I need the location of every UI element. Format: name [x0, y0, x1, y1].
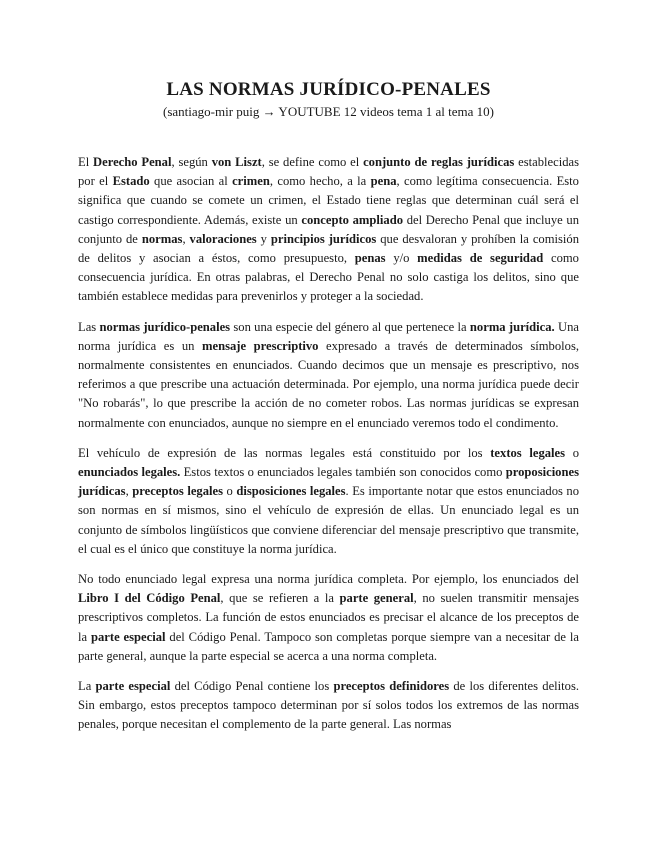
text-run: . Es importante notar que estos enunciados no son normas en sí mismos, sino el vehículo de expresión de ellas. Un enunciado legal es un conjunto de símbolos lingüísticos que conviene diferenciar del mensaje prescriptivo que transmite, el cual es el único que constituye la norma jurídica.	[78, 484, 580, 556]
bold-term: concepto ampliado	[301, 212, 404, 227]
text-run: , según	[171, 155, 212, 169]
text-run: expresado a través de determinados símbolos, normalmente consistentes en enunciados. Cuando decimos que un mensaje es prescriptivo, nos referimos a que prescribe una actuación determinada. Por ejemplo, una norma jurídica puede decir "No robarás", lo que prescribe la acción de no cometer robos. Las normas jurídicas se expresan normalmente con enunciados, aunque no siempre en el enunciado veremos todo el condimento.	[78, 338, 579, 430]
text-run: como consecuencia jurídica. En otras palabras, el Derecho Penal no solo castiga los delitos, sino que también establece medidas para prevenirlos y proteger a la sociedad.	[78, 251, 579, 304]
text-run: o	[565, 445, 579, 460]
text-run: ,	[182, 231, 190, 246]
body-paragraph	[78, 153, 579, 307]
bold-term: parte especial	[95, 679, 171, 694]
body-paragraph	[78, 677, 579, 735]
body-paragraph	[78, 570, 579, 666]
text-run: que asocian al	[149, 174, 233, 189]
body-paragraph	[78, 444, 579, 559]
text-run: La	[78, 679, 96, 694]
text-run: No todo enunciado legal expresa una norma jurídica completa. Por ejemplo, los enunciados del	[78, 572, 579, 587]
text-run: , como hecho, a la	[269, 174, 371, 189]
text-run: y/o	[385, 251, 418, 266]
bold-term: penas	[354, 251, 386, 266]
bold-term: norma jurídica.	[469, 319, 555, 334]
bold-term: disposiciones legales	[236, 484, 346, 499]
bold-term: normas	[141, 231, 183, 246]
bold-term: preceptos legales	[132, 484, 223, 499]
text-run: del Código Penal contiene los	[170, 679, 334, 694]
bold-term: crimen	[232, 174, 270, 189]
text-run: y	[256, 231, 271, 246]
text-run: , que se refieren a la	[220, 591, 340, 606]
text-run: de los diferentes delitos. Sin embargo, estos preceptos tampoco determinan por sí solos todos los extremos de las normas penales, porque necesitan el complemento de la parte general. Las normas	[78, 679, 579, 732]
bold-term: enunciados legales.	[78, 465, 181, 480]
text-run: o	[223, 484, 237, 499]
text-run: Una norma jurídica es un	[78, 319, 579, 353]
bold-term: medidas de seguridad	[417, 251, 544, 266]
document-body	[78, 153, 579, 735]
text-run: que desvaloran y prohíben la comisión de delitos y asocian a éstos, como presupuesto,	[78, 231, 579, 266]
bold-term: textos legales	[490, 445, 566, 460]
bold-term: mensaje prescriptivo	[202, 338, 319, 353]
bold-term: principios jurídicos	[270, 231, 377, 246]
text-run: Estos textos o enunciados legales también son conocidos como	[180, 465, 506, 480]
text-run: del Código Penal. Tampoco son completas porque siempre van a necesitar de la parte general, aunque la parte especial se acerca a una norma completa.	[78, 629, 579, 663]
text-run: El	[78, 155, 94, 169]
bold-term: valoraciones	[189, 231, 257, 246]
bold-term: preceptos definidores	[333, 679, 450, 694]
body-paragraph	[78, 318, 579, 433]
document-subtitle: (santiago-mir puig → YOUTUBE 12 videos tema 1 al tema 10)	[163, 104, 494, 119]
text-run: , se define como el	[261, 155, 364, 169]
bold-term: proposiciones jurídicas	[78, 465, 579, 499]
text-run: del Derecho Penal que incluye un conjunto de	[78, 212, 579, 246]
text-run: ,	[125, 484, 133, 499]
text-run: Las	[78, 319, 100, 334]
text-run: El vehículo de expresión de las normas legales está constituido por los	[78, 445, 491, 460]
bold-term: Estado	[112, 174, 150, 189]
document-title: LAS NORMAS JURÍDICO-PENALES	[166, 79, 491, 100]
bold-term: von Liszt	[211, 155, 262, 169]
bold-term: Derecho Penal	[93, 155, 172, 169]
text-run: establecidas por el	[78, 155, 579, 189]
text-run: , no suelen transmitir mensajes prescriptivos completos. La función de estos enunciados es precisar el alcance de los preceptos de la	[78, 591, 579, 644]
bold-term: parte especial	[90, 629, 166, 644]
bold-term: normas jurídico-penales	[99, 319, 231, 334]
bold-term: parte general	[339, 591, 414, 606]
text-run: son una especie del género al que pertenece la	[230, 319, 470, 334]
bold-term: Libro I del Código Penal	[78, 591, 221, 606]
bold-term: pena	[370, 174, 397, 189]
bold-term: conjunto de reglas jurídicas	[363, 155, 515, 169]
text-run: , como legítima consecuencia. Esto significa que cuando se comete un crimen, el Estado tiene reglas que determinan cuál será el castigo correspondiente. Además, existe un	[78, 174, 579, 227]
